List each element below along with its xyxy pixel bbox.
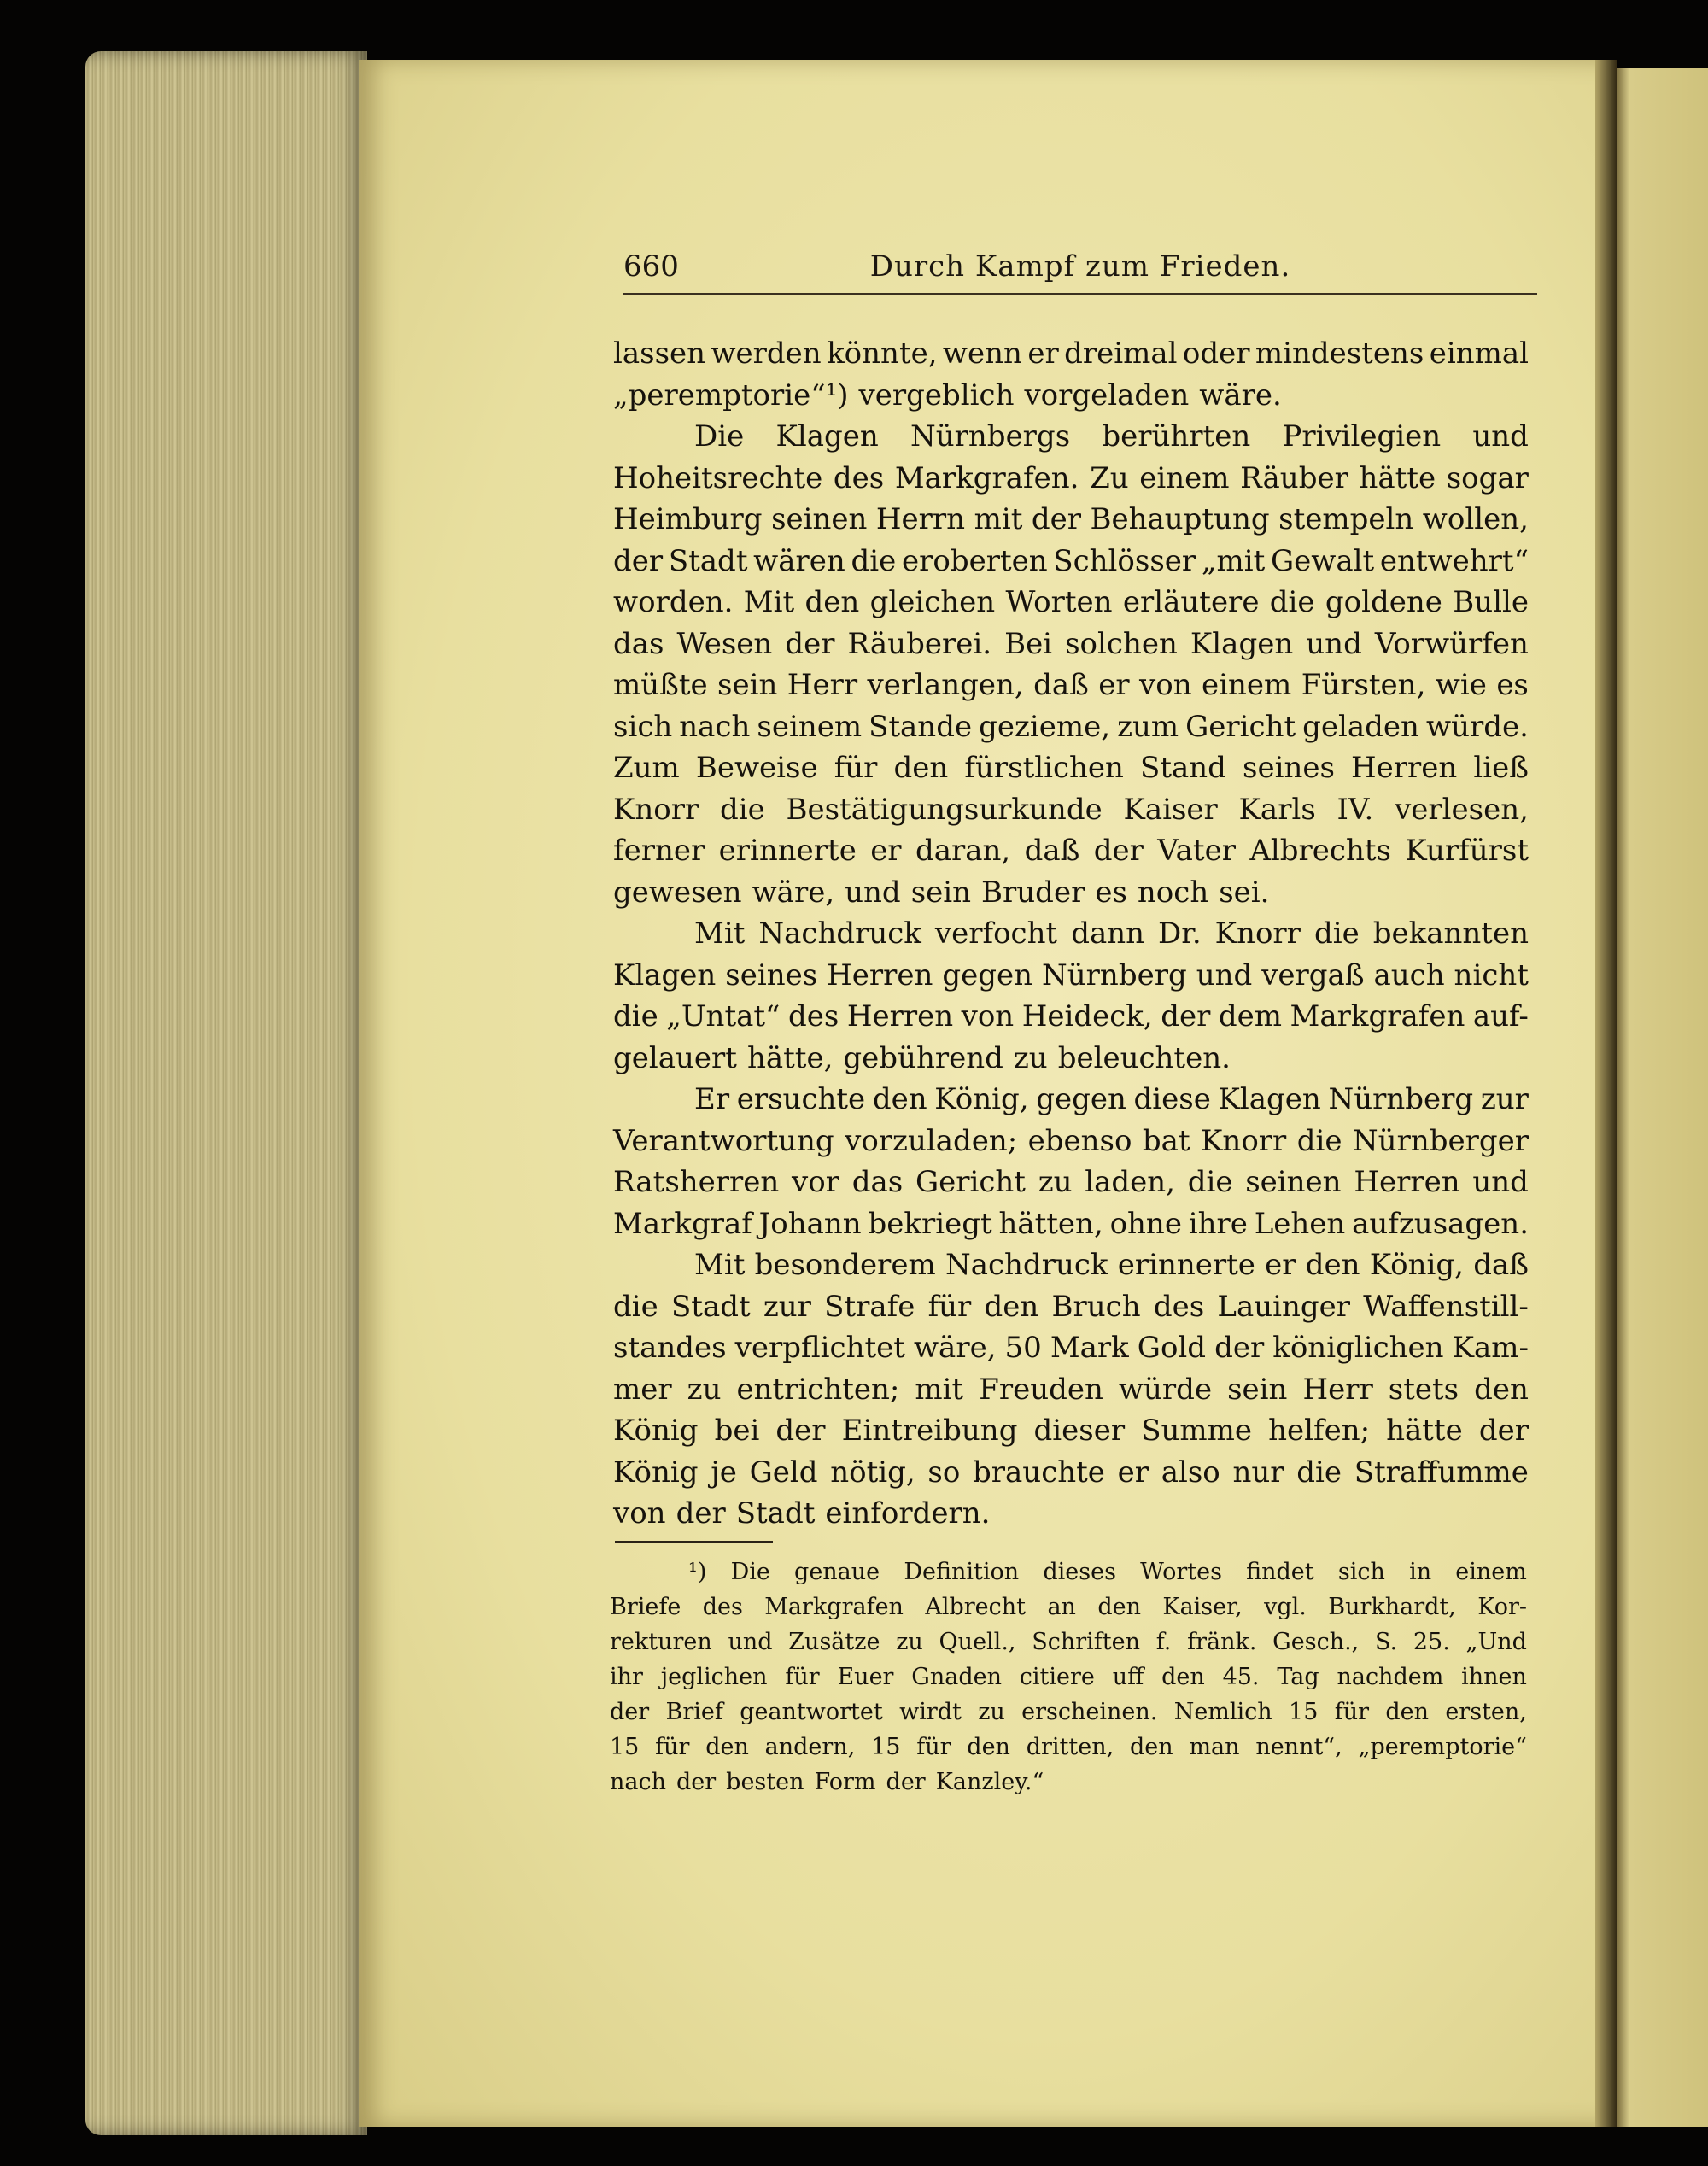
text-line: der Stadt wären die eroberten Schlösser „mit Gewalt entwehrt“ — [613, 543, 1529, 578]
text-line: König je Geld nötig, so brauchte er also nur die Straffumme — [613, 1455, 1529, 1490]
text-line: gelauert hätte, gebührend zu beleuchten. — [613, 1040, 1231, 1075]
footnote-line: Briefe des Markgrafen Albrecht an den Kaiser, vgl. Burkhardt, Kor- — [610, 1594, 1527, 1620]
page-gutter — [1595, 60, 1617, 2127]
text-line: worden. Mit den gleichen Worten erläutere die goldene Bulle — [613, 585, 1529, 619]
footnote — [610, 1554, 1527, 1800]
header-rule — [623, 293, 1537, 295]
text-line: Knorr die Bestätigungsurkunde Kaiser Karls IV. verlesen, — [613, 792, 1529, 827]
text-line: Zum Beweise für den fürstlichen Stand seines Herren ließ — [613, 751, 1529, 785]
footnote-line: nach der besten Form der Kanzley.“ — [610, 1769, 1044, 1795]
text-line: Er ersuchte den König, gegen diese Klagen Nürnberg zur — [694, 1082, 1529, 1116]
text-line: Verantwortung vorzuladen; ebenso bat Knorr die Nürnberger — [613, 1123, 1529, 1158]
text-line: lassen werden könnte, wenn er dreimal oder mindestens einmal — [613, 337, 1529, 371]
text-line: Klagen seines Herren gegen Nürnberg und vergaß auch nicht — [613, 957, 1529, 992]
text-line: müßte sein Herr verlangen, daß er von einem Fürsten, wie es — [613, 668, 1529, 702]
text-line: mer zu entrichten; mit Freuden würde sein Herr stets den — [613, 1372, 1529, 1407]
text-line: Hoheitsrechte des Markgrafen. Zu einem Räuber hätte sogar — [613, 460, 1529, 495]
text-line: Heimburg seinen Herrn mit der Behauptung stempeln wollen, — [613, 502, 1529, 536]
running-title: Durch Kampf zum Frieden. — [869, 249, 1291, 284]
page-number: 660 — [623, 249, 679, 284]
footnote-line: ihr jeglichen für Euer Gnaden citiere uff den 45. Tag nachdem ihnen — [610, 1664, 1527, 1690]
footnote-line: der Brief geantwortet wirdt zu erscheinen. Nemlich 15 für den ersten, — [610, 1699, 1527, 1725]
text-line: die Stadt zur Strafe für den Bruch des Lauinger Waffenstill- — [613, 1289, 1529, 1324]
text-line: das Wesen der Räuberei. Bei solchen Klagen und Vorwürfen — [613, 626, 1529, 661]
text-line: Ratsherren vor das Gericht zu laden, die seinen Herren und — [613, 1165, 1529, 1199]
text-line: sich nach seinem Stande gezieme, zum Gericht geladen würde. — [613, 709, 1529, 744]
text-line: Die Klagen Nürnbergs berührten Privilegien und — [694, 419, 1529, 454]
text-line: „peremptorie“¹) vergeblich vorgeladen wäre. — [613, 378, 1282, 413]
footnote-line: 15 für den andern, 15 für den dritten, den man nennt“, „peremptorie“ — [610, 1734, 1527, 1760]
text-line: König bei der Eintreibung dieser Summe helfen; hätte der — [613, 1414, 1529, 1448]
running-header — [623, 246, 1537, 287]
footnote-rule — [615, 1541, 773, 1543]
text-line: gewesen wäre, und sein Bruder es noch sei. — [613, 875, 1270, 910]
facing-page-edge — [1612, 68, 1708, 2127]
text-line: standes verpflichtet wäre, 50 Mark Gold der königlichen Kam- — [613, 1331, 1529, 1365]
book-page-edges — [85, 51, 367, 2135]
text-line: von der Stadt einfordern. — [613, 1496, 991, 1531]
text-line: die „Untat“ des Herren von Heideck, der dem Markgrafen auf- — [613, 999, 1529, 1033]
footnote-line: ¹) Die genaue Definition dieses Wortes findet sich in einem — [688, 1559, 1527, 1585]
text-line: Mit besonderem Nachdruck erinnerte er den König, daß — [694, 1248, 1529, 1282]
footnote-line: rekturen und Zusätze zu Quell., Schriften f. fränk. Gesch., S. 25. „Und — [610, 1629, 1527, 1655]
text-line: ferner erinnerte er daran, daß der Vater Albrechts Kurfürst — [613, 834, 1529, 868]
text-line: Markgraf Johann bekriegt hätten, ohne ihre Lehen aufzusagen. — [613, 1206, 1529, 1241]
body-text — [613, 333, 1529, 1535]
text-line: Mit Nachdruck verfocht dann Dr. Knorr die bekannten — [694, 916, 1529, 951]
